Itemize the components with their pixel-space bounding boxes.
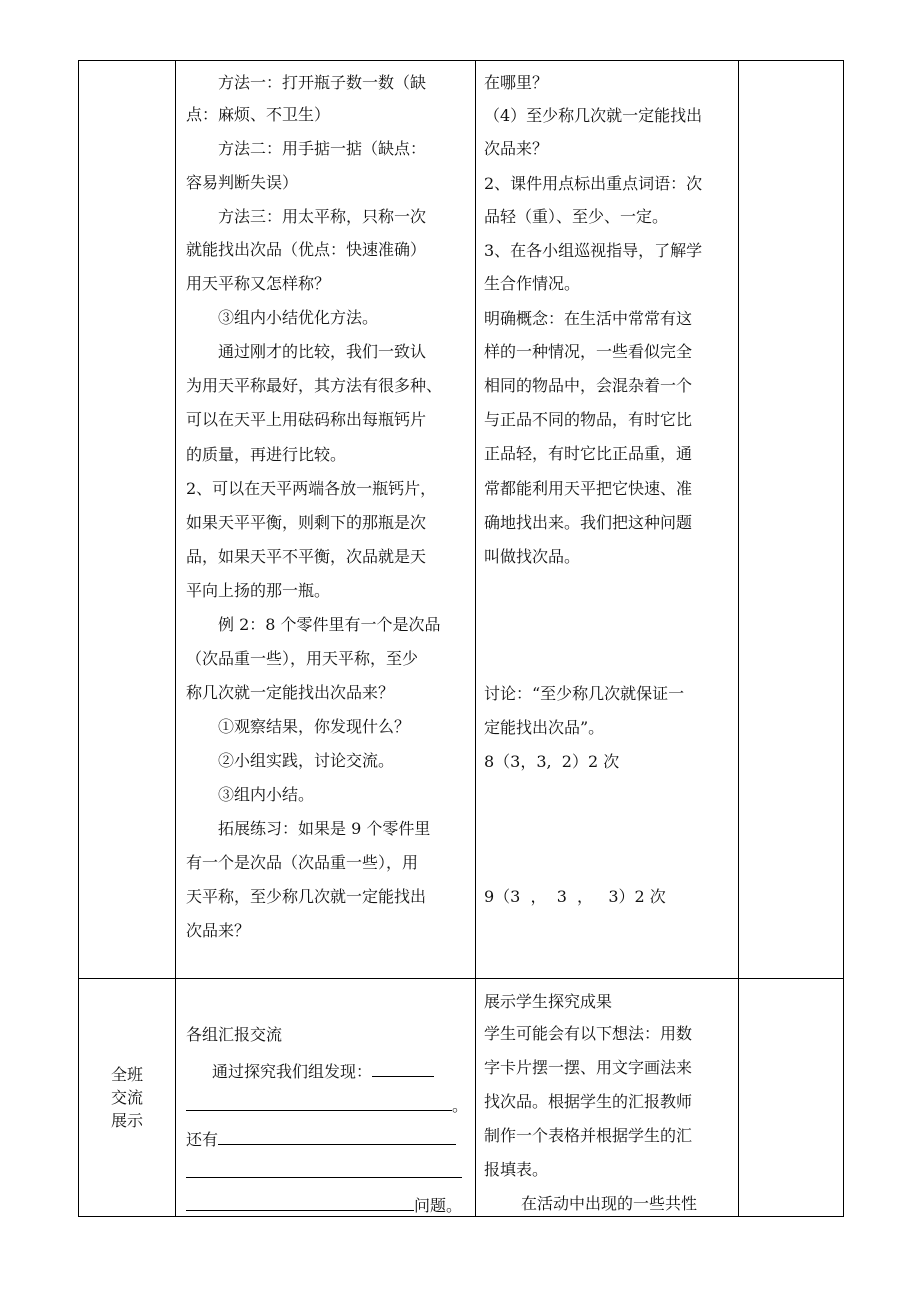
text-line: （4）至少称几次就一定能找出 [484,106,703,125]
section-label-line: 交流 [110,1088,143,1107]
report-prompt: 通过探究我们组发现： [212,1062,373,1081]
text-line: 就能找出次品（优点：快速准确） [186,240,427,259]
text-line: 明确概念：在生活中常常有这 [484,309,693,328]
text-line: 点：麻烦、不卫生） [186,105,331,124]
text-line: 展示学生探究成果 [484,992,613,1011]
text-line: 用天平称又怎样称？ [186,274,331,293]
text-line: ③组内小结。 [218,785,315,804]
text-line: 有一个是次品（次品重一些），用 [186,853,419,872]
blank-line-row [186,1161,462,1183]
text-line: 字卡片摆一摆、用文字画法来 [484,1058,693,1077]
text-line: 天平称，至少称几次就一定能找出 [186,887,427,906]
text-line: ①观察结果，你发现什么？ [218,717,411,736]
text-line: 正品轻，有时它比正品重，通 [484,444,693,463]
text-line: 称几次就一定能找出次品来？ [186,683,395,702]
section-label [79,1063,175,1132]
text-line: （次品重一些），用天平称，至少 [186,649,419,668]
text-line: 找次品。根据学生的汇报教师 [484,1092,693,1111]
text-line: 与正品不同的物品，有时它比 [484,410,693,429]
text-line: 品轻（重）、至少、一定。 [484,207,669,226]
text-line: 品，如果天平不平衡，次品就是天 [186,547,427,566]
section-label-line: 展示 [110,1111,143,1130]
question-end-row [186,1194,462,1216]
text-line: 容易判断失误） [186,173,299,192]
also-label: 还有 [186,1130,219,1149]
text-line: ②小组实践，讨论交流。 [218,751,395,770]
text-line: 可以在天平上用砝码称出每瓶钙片 [186,410,427,429]
answer-blank[interactable] [186,1161,462,1178]
text-line: 讨论：“至少称几次就保证一 [484,684,685,703]
table-left-border [78,60,79,1217]
text-line: 生合作情况。 [484,274,581,293]
text-line: 在哪里？ [484,73,549,92]
text-line: 次品来？ [186,921,251,940]
text-line: 9（3 ， 3 ， 3）2 次 [484,887,666,906]
text-line: 在活动中出现的一些共性 [521,1194,698,1213]
answer-blank[interactable] [186,1194,414,1211]
text-line: 例 2：8 个零件里有一个是次品 [218,615,441,634]
section-label-line: 全班 [110,1065,143,1084]
text-line: 学生可能会有以下想法：用数 [484,1024,693,1043]
text-line: 通过刚才的比较，我们一致认 [218,342,427,361]
text-line: 次品来？ [484,139,549,158]
text-line: 方法三：用太平称，只称一次 [218,207,427,226]
text-line: 如果天平平衡，则剩下的那瓶是次 [186,513,427,532]
text-line: 平向上扬的那一瓶。 [186,581,331,600]
column-divider-1 [175,60,176,1217]
text-line: 为用天平称最好，其方法有很多种、 [186,376,443,395]
answer-blank[interactable] [218,1128,456,1145]
report-prompt-row [212,1060,434,1082]
text-line: 8（3，3, 2）2 次 [484,752,620,771]
column-divider-3 [738,60,739,1217]
column-divider-2 [475,60,476,1217]
text-line: 方法二：用手掂一掂（缺点： [218,139,427,158]
text-line: 样的一种情况，一些看似完全 [484,342,693,361]
text-line: 常都能利用天平把它快速、准 [484,479,693,498]
table-top-border [78,60,844,61]
text-line: 制作一个表格并根据学生的汇 [484,1126,693,1145]
text-line: 方法一：打开瓶子数一数（缺 [218,73,427,92]
text-line: 2、可以在天平两端各放一瓶钙片， [186,479,437,498]
text-line: 相同的物品中，会混杂着一个 [484,376,693,395]
text-line: ③组内小结优化方法。 [218,308,379,327]
answer-blank[interactable] [372,1060,434,1077]
text-line: 确地找出来。我们把这种问题 [484,513,693,532]
text-line: 拓展练习：如果是 9 个零件里 [218,819,431,838]
report-title: 各组汇报交流 [186,1025,283,1044]
text-line: 2、课件用点标出重点词语：次 [484,174,703,193]
text-line: 报填表。 [484,1160,549,1179]
text-line: 3、在各小组巡视指导，了解学 [484,241,703,260]
answer-blank[interactable] [186,1094,452,1111]
row-divider [78,978,844,979]
table-bottom-border [78,1216,844,1217]
period-mark: 。 [452,1096,469,1115]
question-end: 问题。 [414,1196,463,1215]
text-line: 定能找出次品”。 [484,718,605,737]
blank-line-row [186,1094,468,1116]
text-line: 的质量，再进行比较。 [186,445,347,464]
table-right-border [843,60,844,1217]
text-line: 叫做找次品。 [484,547,581,566]
also-row [186,1128,456,1150]
